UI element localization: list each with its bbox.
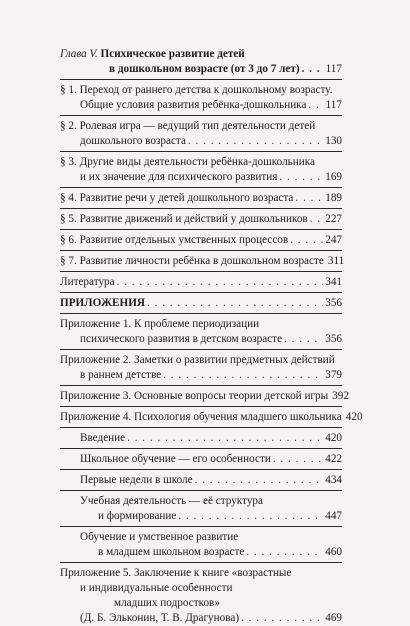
leader-dots	[117, 275, 324, 290]
page-number: 227	[325, 213, 342, 225]
leader-dots	[290, 233, 323, 248]
section-title-cont	[60, 134, 342, 149]
page-number: 117	[325, 99, 342, 111]
appendix-entry	[60, 317, 342, 350]
appendices-heading-row	[60, 296, 342, 311]
appendix-title-line2: психического развития в детском возрасте	[80, 333, 283, 345]
page-number: 356	[325, 297, 342, 309]
appendix-title-cont	[60, 611, 342, 626]
section-title: § 3. Другие виды деятельности ребёнка-дошкольника	[60, 156, 315, 168]
subsection-entry	[60, 473, 342, 491]
section-entry	[60, 233, 342, 251]
page-number: 422	[325, 453, 342, 465]
leader-dots	[246, 545, 323, 560]
appendix-title: Приложение 2. Заметки о развитии предметных действий	[60, 354, 335, 366]
section-title: § 4. Развитие речи у детей дошкольного возраста	[60, 192, 294, 204]
leader-dots	[279, 170, 323, 185]
page-number: 469	[325, 612, 342, 624]
section-title-cont	[60, 170, 342, 185]
appendix-title-line2: в раннем детстве	[80, 369, 162, 381]
appendices-heading-entry	[60, 296, 342, 314]
subsection-entry	[60, 431, 342, 449]
leader-dots	[147, 296, 323, 311]
appendix-title-line2: и индивидуальные особенности	[80, 582, 233, 594]
appendix-entry	[60, 410, 363, 428]
leader-dots	[295, 191, 323, 206]
page-number: 341	[325, 276, 342, 288]
subsection-row	[80, 431, 342, 446]
section-entry	[60, 83, 342, 116]
leader-dots	[127, 431, 323, 446]
page-number: 356	[325, 333, 342, 345]
appendix-entry	[60, 566, 342, 626]
section-row	[60, 233, 342, 248]
chapter-title-part1: Психическое развитие детей	[100, 48, 245, 60]
chapter-prefix: Глава V.	[60, 48, 98, 60]
subsection-entry	[60, 494, 342, 527]
leader-dots	[273, 452, 323, 467]
section-title-cont	[60, 98, 342, 113]
leader-dots	[308, 98, 323, 113]
appendix-row	[60, 389, 349, 404]
appendix-entry	[60, 353, 342, 386]
section-entry	[60, 119, 342, 152]
appendix-title-cont	[60, 332, 342, 347]
section-title-line2: дошкольного возраста	[80, 135, 186, 147]
section-title: § 1. Переход от раннего детства к дошкольному возрасту.	[60, 84, 333, 96]
page-number: 379	[325, 369, 342, 381]
page-number: 447	[325, 510, 342, 522]
section-title: § 5. Развитие движений и действий у дошкольников	[60, 213, 308, 225]
section-entry	[60, 155, 342, 188]
page-number: 420	[325, 432, 342, 444]
page-number: 311	[327, 255, 345, 267]
page-number: 189	[325, 192, 342, 204]
section-title-line2: Общие условия развития ребёнка-дошкольника	[80, 99, 307, 111]
section-row	[60, 254, 345, 269]
leader-dots	[310, 212, 324, 227]
subsection-row	[80, 452, 342, 467]
subsection-row	[80, 473, 342, 488]
subsection-entry	[60, 452, 342, 470]
leader-dots	[302, 62, 324, 77]
chapter-entry	[60, 47, 342, 80]
page-number: 117	[325, 63, 342, 75]
appendix-title: Приложение 3. Основные вопросы теории детской игры	[60, 390, 329, 402]
leader-dots	[178, 509, 323, 524]
literature-label: Литература	[60, 276, 115, 288]
subsection-title-line2: в младшем школьном возрасте	[98, 546, 245, 558]
section-title: § 7. Развитие личности ребёнка в дошкольном возрасте	[60, 255, 324, 267]
literature-entry	[60, 275, 342, 293]
subsection-title: Обучение и умственное развитие	[80, 531, 239, 543]
section-entry	[60, 191, 342, 209]
page-number: 247	[325, 234, 342, 246]
section-row	[60, 191, 342, 206]
section-title: § 6. Развитие отдельных умственных процессов	[60, 234, 289, 246]
appendix-title: Приложение 1. К проблеме периодизации	[60, 318, 260, 330]
appendix-title: Приложение 4. Психология обучения младшего школьника	[60, 411, 342, 423]
subsection-entry	[60, 530, 342, 563]
chapter-title-part2: в дошкольном возрасте (от 3 до 7 лет)	[109, 63, 300, 75]
table-of-contents	[60, 47, 363, 626]
chapter-title-line1	[60, 47, 342, 62]
page-number: 392	[332, 390, 349, 402]
leader-dots	[195, 473, 324, 488]
leader-dots	[188, 134, 323, 149]
page-number: 460	[325, 546, 342, 558]
page-number: 169	[325, 171, 342, 183]
subsection-title: Учебная деятельность — её структура	[80, 495, 263, 507]
leader-dots	[284, 332, 323, 347]
subsection-title-cont	[80, 509, 342, 524]
appendix-title: Приложение 5. Заключение к книге «возрастные	[60, 567, 292, 579]
section-row	[60, 212, 342, 227]
appendix-row	[60, 410, 363, 425]
page-number: 130	[325, 135, 342, 147]
page-number: 434	[325, 474, 342, 486]
page-number: 420	[345, 411, 363, 423]
chapter-title-line2	[60, 62, 342, 77]
appendices-heading: ПРИЛОЖЕНИЯ	[60, 297, 146, 309]
appendix-authors: (Д. Б. Эльконин, Т. В. Драгунова)	[80, 612, 240, 624]
leader-dots	[241, 611, 323, 626]
appendix-entry	[60, 389, 349, 407]
section-entry	[60, 254, 345, 272]
subsection-title-cont	[80, 545, 342, 560]
subsection-title: Первые недели в школе	[80, 474, 193, 486]
section-title-line2: и их значение для психического развития	[80, 171, 278, 183]
subsection-title: Школьное обучение — его особенности	[80, 453, 271, 465]
leader-dots	[163, 368, 323, 383]
subsection-title: Введение	[80, 432, 126, 444]
subsection-title-line2: и формирование	[98, 510, 177, 522]
section-entry	[60, 212, 342, 230]
appendix-title-line3: младших подростков»	[114, 597, 220, 609]
section-title: § 2. Ролевая игра — ведущий тип деятельности детей	[60, 120, 316, 132]
appendix-title-cont	[60, 368, 342, 383]
literature-row	[60, 275, 342, 290]
